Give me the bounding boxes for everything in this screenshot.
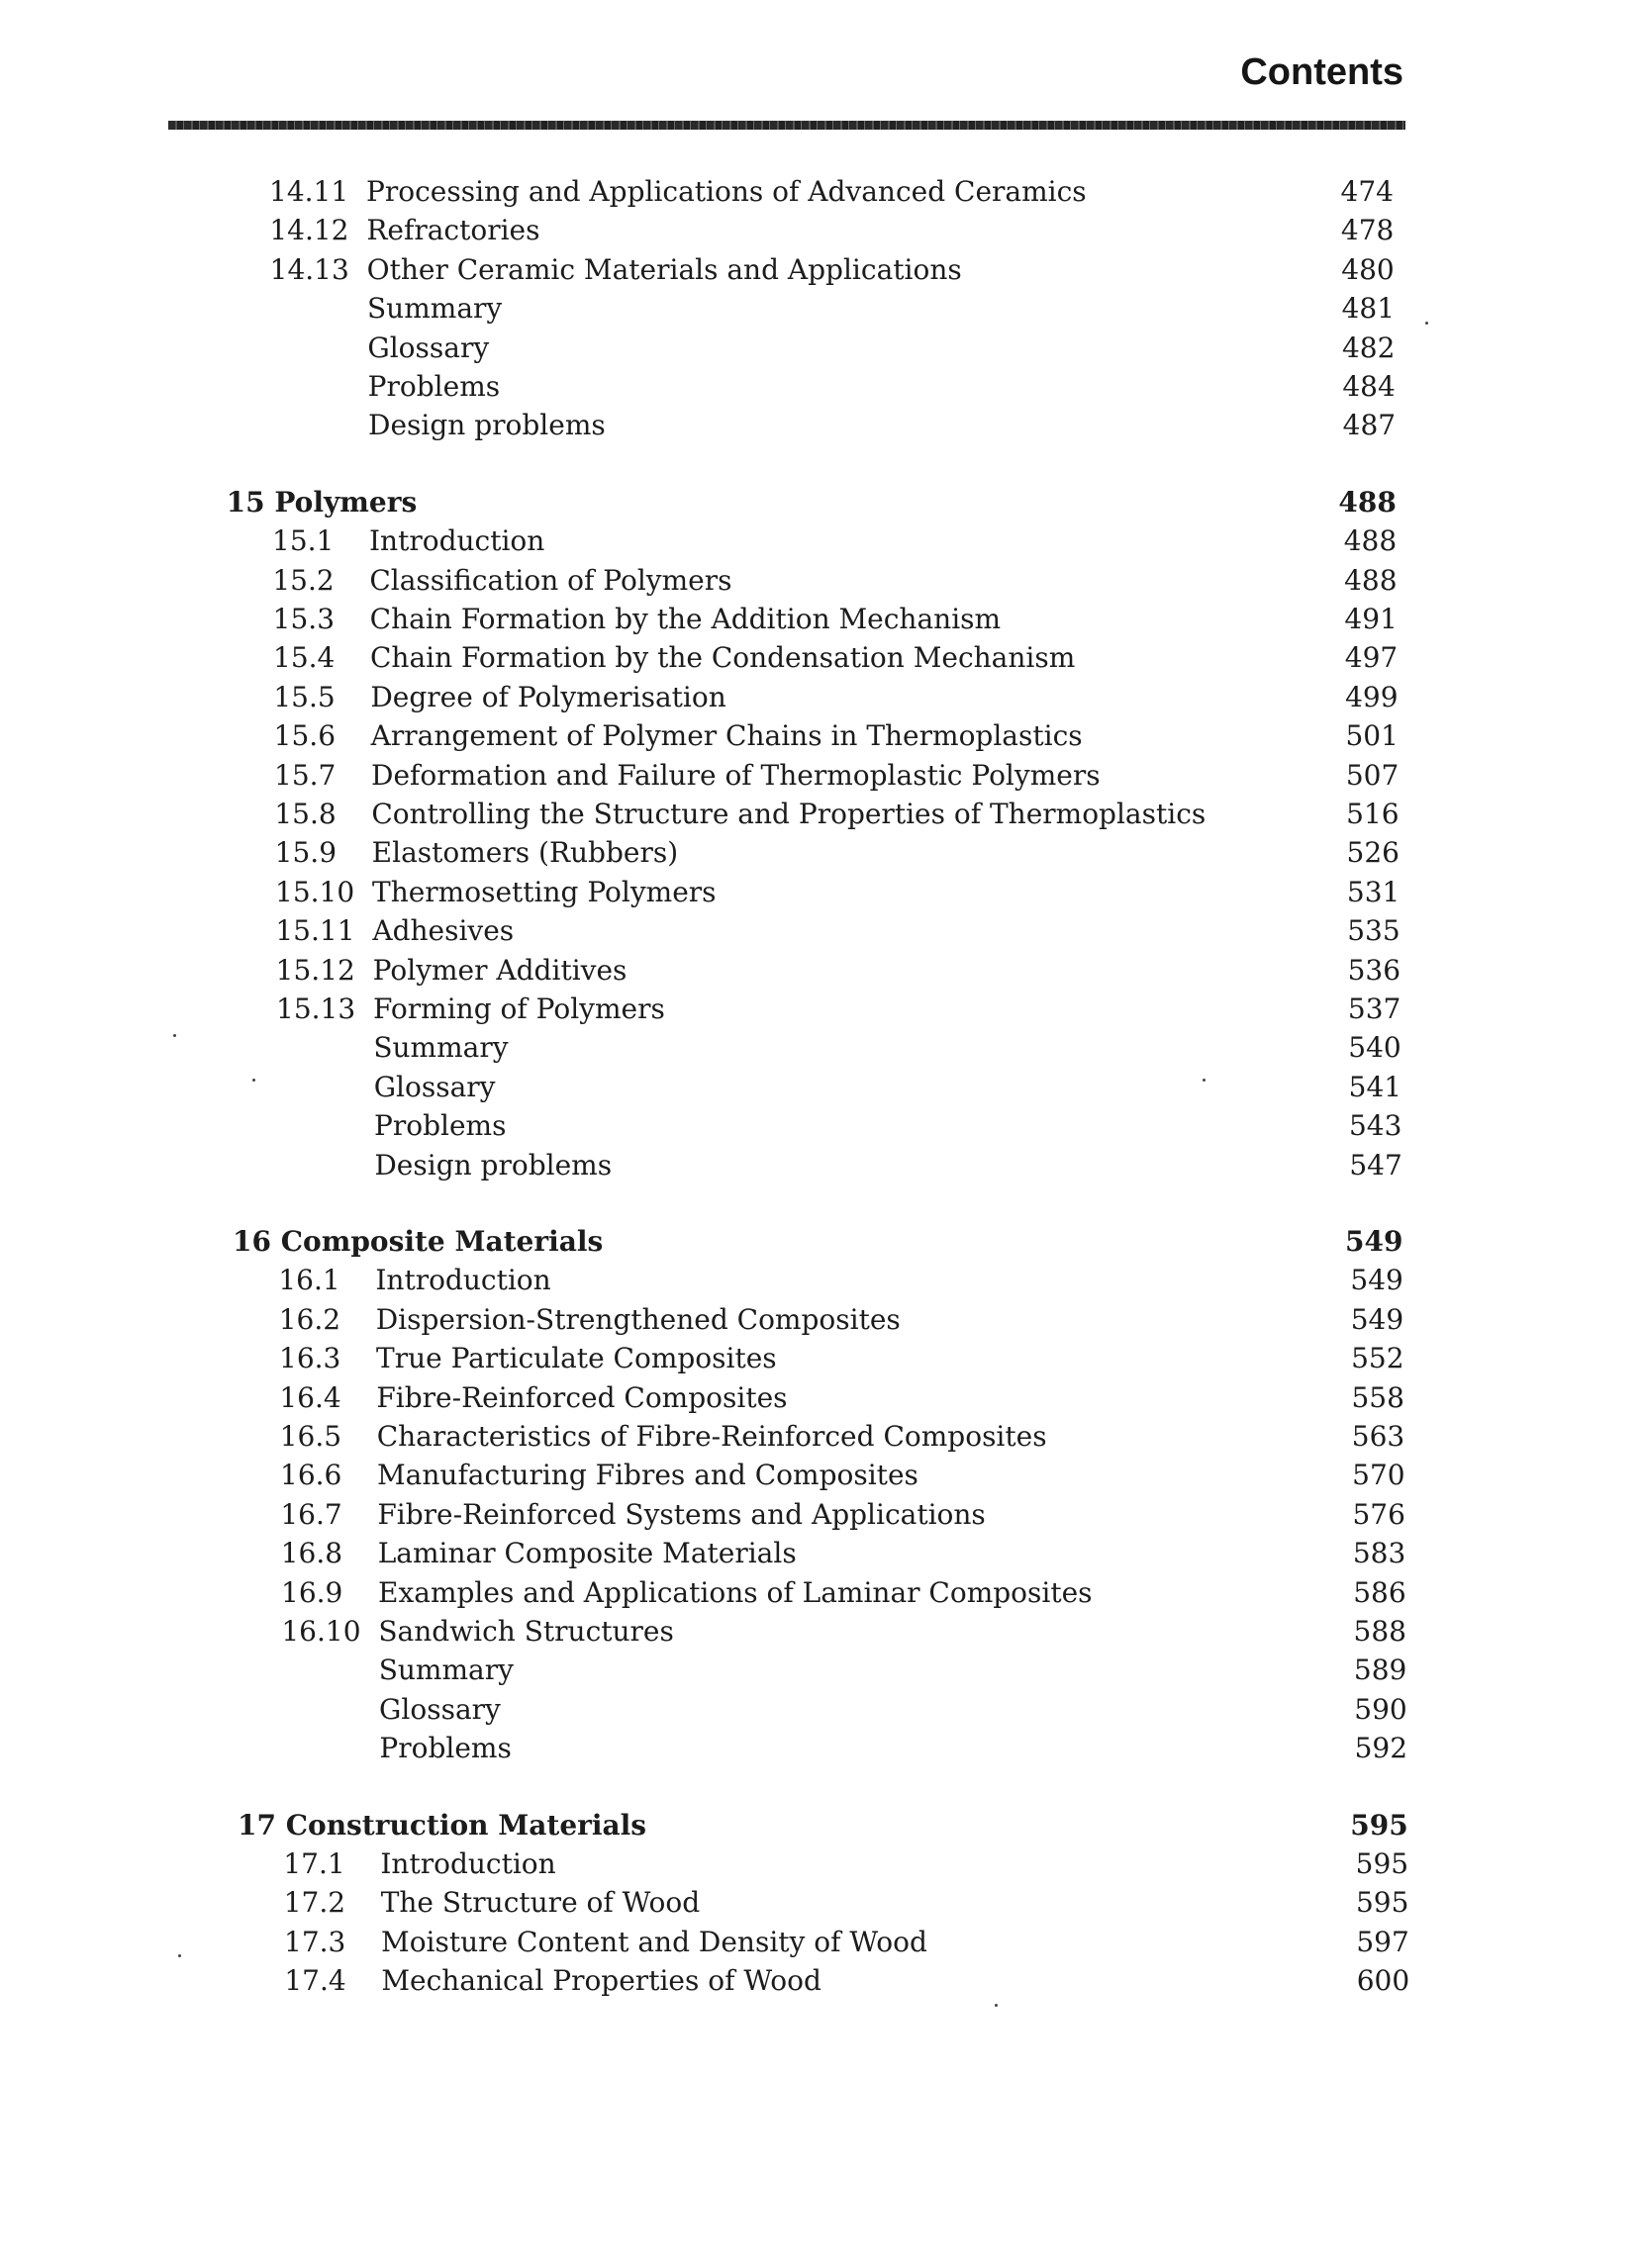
- header-rule: [168, 121, 1405, 130]
- toc-entry-page: 589: [1353, 1654, 1407, 1687]
- toc-entry-title: Problems: [367, 370, 501, 403]
- toc-entry-page: 474: [1340, 175, 1394, 208]
- toc-entry-title: Degree of Polymerisation: [370, 680, 726, 713]
- toc-entry-number: 16.6: [280, 1459, 342, 1492]
- toc-entry[interactable]: [271, 367, 1396, 407]
- toc-entry-number: 14.12: [269, 214, 349, 247]
- toc-entry[interactable]: [277, 1146, 1401, 1185]
- toc-entry-page: 595: [1355, 1886, 1409, 1920]
- toc-entry-page: 588: [1353, 1615, 1406, 1648]
- toc-entry-number: 15.13: [276, 992, 356, 1025]
- toc-entry-number: 15.12: [275, 953, 355, 987]
- toc-entry-page: 590: [1354, 1692, 1407, 1726]
- toc-entry-page: 516: [1346, 798, 1400, 830]
- scan-speck: [173, 1034, 176, 1037]
- toc-entry[interactable]: [280, 1417, 1405, 1457]
- toc-entry-title: Classification of Polymers: [369, 563, 732, 597]
- toc-entry-page: 480: [1341, 252, 1395, 286]
- toc-entry-number: 15.4: [273, 641, 336, 675]
- toc-entry-number: 15.11: [275, 914, 355, 948]
- toc-entry[interactable]: [277, 1106, 1401, 1146]
- toc-entry[interactable]: [274, 716, 1399, 756]
- toc-entry-number: 16.8: [280, 1537, 343, 1570]
- toc-entry-page: 543: [1348, 1109, 1402, 1143]
- toc-entry[interactable]: [270, 289, 1395, 329]
- toc-entry-title: Fibre-Reinforced Composites: [376, 1380, 788, 1414]
- toc-entry-number: 16.3: [279, 1342, 341, 1375]
- toc-entry[interactable]: [279, 1300, 1404, 1340]
- toc-entry[interactable]: [284, 1923, 1409, 1962]
- toc-entry-page: 583: [1352, 1537, 1406, 1570]
- toc-entry-page: 531: [1346, 875, 1401, 908]
- toc-entry-title: Chain Formation by the Condensation Mechanism: [370, 641, 1076, 675]
- toc-entry-title: Design problems: [374, 1148, 613, 1181]
- toc-entry[interactable]: [284, 1961, 1409, 2001]
- toc-entry-page: 600: [1356, 1964, 1410, 1998]
- toc-entry-number: 16.1: [278, 1264, 340, 1297]
- toc-entry[interactable]: [277, 1068, 1401, 1107]
- toc-entry[interactable]: [273, 600, 1398, 639]
- toc-entry-page: 487: [1342, 409, 1397, 442]
- toc-entry-title: Glossary: [379, 1692, 501, 1726]
- toc-entry[interactable]: [283, 1844, 1408, 1884]
- toc-entry[interactable]: [276, 951, 1401, 991]
- toc-entry-title: Summary: [378, 1654, 514, 1687]
- toc-entry-page: 570: [1352, 1459, 1405, 1492]
- toc-chapter-title: 16 Composite Materials: [233, 1225, 604, 1258]
- toc-entry-page: 563: [1351, 1420, 1405, 1453]
- toc-entry-number: 16.7: [280, 1497, 342, 1531]
- toc-entry[interactable]: [281, 1534, 1406, 1573]
- toc-entry-title: Introduction: [380, 1847, 556, 1880]
- scan-speck: [1203, 1079, 1206, 1082]
- toc-entry-title: Manufacturing Fibres and Composites: [377, 1459, 918, 1492]
- toc-entry-page: 507: [1345, 758, 1400, 792]
- toc-entry-title: The Structure of Wood: [380, 1886, 701, 1920]
- toc-entry[interactable]: [280, 1456, 1405, 1495]
- toc-entry-number: 15.9: [274, 836, 338, 870]
- toc-entry-title: Deformation and Failure of Thermoplastic Polymers: [371, 758, 1101, 792]
- toc-chapter[interactable]: [238, 1806, 1408, 1845]
- toc-chapter-title: 15 Polymers: [226, 485, 418, 519]
- toc-entry-page: 540: [1348, 1031, 1401, 1065]
- scan-speck: [252, 1079, 255, 1082]
- toc-entry[interactable]: [274, 795, 1399, 834]
- toc-chapter-title: 17 Construction Materials: [238, 1808, 647, 1842]
- toc-entry[interactable]: [279, 1339, 1404, 1378]
- toc-entry-number: 15.5: [273, 680, 336, 713]
- toc-entry-page: 536: [1347, 953, 1401, 987]
- toc-entry-title: Other Ceramic Materials and Applications: [366, 252, 962, 286]
- toc-entry-title: Refractories: [366, 214, 540, 247]
- toc-entry-number: 15.6: [273, 719, 337, 753]
- toc-entry-page: 547: [1349, 1148, 1402, 1181]
- toc-entry-number: 17.3: [284, 1925, 346, 1958]
- toc-entry[interactable]: [282, 1651, 1407, 1690]
- toc-entry-page: 499: [1345, 680, 1399, 713]
- toc-entry-title: Thermosetting Polymers: [372, 875, 717, 908]
- toc-entry-number: 16.2: [278, 1302, 341, 1336]
- toc-entry-page: 541: [1348, 1070, 1402, 1103]
- toc-entry-page: 497: [1344, 641, 1399, 675]
- toc-entry-title: Dispersion-Strengthened Composites: [375, 1302, 901, 1336]
- toc-entry-page: 488: [1343, 524, 1398, 558]
- toc-entry-page: 535: [1347, 914, 1401, 948]
- toc-entry[interactable]: [279, 1378, 1404, 1418]
- toc-chapter-page: 488: [1338, 485, 1397, 519]
- toc-entry-page: 481: [1341, 292, 1396, 326]
- toc-entry[interactable]: [281, 1573, 1406, 1613]
- toc-entry-title: Elastomers (Rubbers): [371, 836, 679, 870]
- toc-entry-title: Adhesives: [372, 914, 515, 948]
- toc-entry-title: Fibre-Reinforced Systems and Applications: [377, 1497, 986, 1531]
- toc-entry-page: 558: [1351, 1380, 1404, 1414]
- toc-entry[interactable]: [276, 990, 1401, 1029]
- toc-entry-title: Examples and Applications of Laminar Composites: [378, 1575, 1093, 1609]
- toc-entry[interactable]: [281, 1612, 1406, 1652]
- scan-speck: [995, 2004, 998, 2007]
- toc-entry[interactable]: [273, 638, 1398, 678]
- toc-entry-page: 484: [1342, 370, 1396, 403]
- toc-entry[interactable]: [269, 172, 1394, 212]
- toc-entry-title: Arrangement of Polymer Chains in Thermoplastics: [370, 719, 1083, 753]
- toc-entry[interactable]: [271, 406, 1396, 445]
- toc-entry-page: 526: [1346, 836, 1400, 870]
- toc-entry-number: 16.10: [281, 1615, 361, 1648]
- toc-entry-page: 537: [1347, 992, 1401, 1025]
- toc-entry[interactable]: [270, 250, 1395, 290]
- toc-entry-page: 595: [1355, 1847, 1409, 1880]
- toc-entry[interactable]: [274, 756, 1399, 796]
- toc-entry-number: 14.13: [269, 252, 349, 286]
- toc-entry-title: Laminar Composite Materials: [377, 1537, 797, 1570]
- toc-chapter[interactable]: [227, 483, 1397, 522]
- toc-entry[interactable]: [280, 1495, 1405, 1535]
- toc-entry-number: 17.4: [284, 1964, 346, 1998]
- toc-entry-number: 15.3: [272, 603, 336, 635]
- toc-entry-title: True Particulate Composites: [376, 1342, 777, 1375]
- toc-entry-page: 482: [1341, 331, 1396, 364]
- toc-entry-title: Problems: [374, 1109, 507, 1143]
- toc-entry-title: Summary: [373, 1031, 509, 1065]
- toc-entry-page: 501: [1345, 719, 1399, 753]
- toc-entry[interactable]: [284, 1883, 1409, 1923]
- toc-entry[interactable]: [276, 1028, 1401, 1068]
- toc-entry-number: 16.4: [279, 1380, 341, 1414]
- page-header-title: Contents: [1240, 51, 1403, 93]
- toc-entry[interactable]: [275, 833, 1400, 873]
- toc-entry[interactable]: [278, 1261, 1402, 1300]
- toc-chapter-page: 595: [1350, 1808, 1408, 1842]
- toc-entry-title: Problems: [379, 1732, 512, 1765]
- toc-chapter[interactable]: [233, 1222, 1402, 1262]
- toc-entry-number: 17.1: [283, 1847, 345, 1880]
- toc-entry[interactable]: [282, 1690, 1407, 1730]
- toc-entry-number: 15.7: [274, 758, 337, 792]
- toc-entry-title: Summary: [367, 292, 503, 326]
- toc-entry-page: 552: [1351, 1342, 1404, 1375]
- toc-entry-title: Polymer Additives: [372, 953, 628, 987]
- toc-entry-title: Sandwich Structures: [378, 1615, 674, 1648]
- toc-entry-number: 15.1: [272, 524, 335, 558]
- toc-entry-title: Processing and Applications of Advanced Ceramics: [366, 175, 1087, 208]
- toc-chapter-page: 549: [1345, 1225, 1403, 1258]
- toc-entry[interactable]: [272, 521, 1397, 561]
- toc-entry-page: 491: [1344, 603, 1398, 635]
- scan-speck: [1425, 322, 1428, 325]
- toc-entry-title: Chain Formation by the Addition Mechanism: [369, 603, 1002, 635]
- toc-entry[interactable]: [273, 678, 1398, 717]
- toc-entry-number: 14.11: [269, 175, 349, 208]
- toc-entry[interactable]: [275, 873, 1400, 912]
- toc-entry-title: Introduction: [369, 524, 545, 558]
- toc-entry-page: 488: [1344, 563, 1398, 597]
- toc-entry-title: Forming of Polymers: [373, 992, 665, 1025]
- toc-entry[interactable]: [269, 211, 1394, 250]
- toc-entry-number: 17.2: [283, 1886, 346, 1920]
- toc-entry[interactable]: [275, 911, 1400, 951]
- toc-entry-page: 478: [1340, 214, 1395, 247]
- toc-entry[interactable]: [270, 329, 1395, 368]
- toc-entry[interactable]: [282, 1729, 1407, 1768]
- toc-entry-page: 549: [1350, 1302, 1404, 1336]
- toc-entry-page: 549: [1350, 1264, 1403, 1297]
- toc-entry-page: 592: [1354, 1732, 1408, 1765]
- scan-speck: [178, 1954, 181, 1957]
- toc-entry-title: Introduction: [375, 1264, 551, 1297]
- toc-entry-title: Design problems: [368, 409, 606, 442]
- toc-entry-number: 16.9: [281, 1575, 343, 1609]
- toc-entry-page: 576: [1352, 1497, 1405, 1531]
- toc-entry-number: 15.10: [275, 875, 355, 908]
- toc-entry-number: 15.8: [274, 798, 337, 830]
- toc-entry-title: Moisture Content and Density of Wood: [381, 1925, 927, 1958]
- toc-entry-title: Characteristics of Fibre-Reinforced Composites: [376, 1420, 1047, 1453]
- toc-entry-number: 15.2: [272, 563, 335, 597]
- toc-entry[interactable]: [272, 561, 1397, 601]
- toc-entry-title: Glossary: [373, 1070, 496, 1103]
- toc-entry-page: 586: [1353, 1575, 1406, 1609]
- toc-entry-title: Controlling the Structure and Properties of Thermoplastics: [371, 798, 1207, 830]
- toc-entry-title: Mechanical Properties of Wood: [381, 1964, 821, 1998]
- toc-entry-number: 16.5: [279, 1420, 342, 1453]
- toc-entry-page: 597: [1356, 1925, 1409, 1958]
- toc-entry-title: Glossary: [367, 331, 490, 364]
